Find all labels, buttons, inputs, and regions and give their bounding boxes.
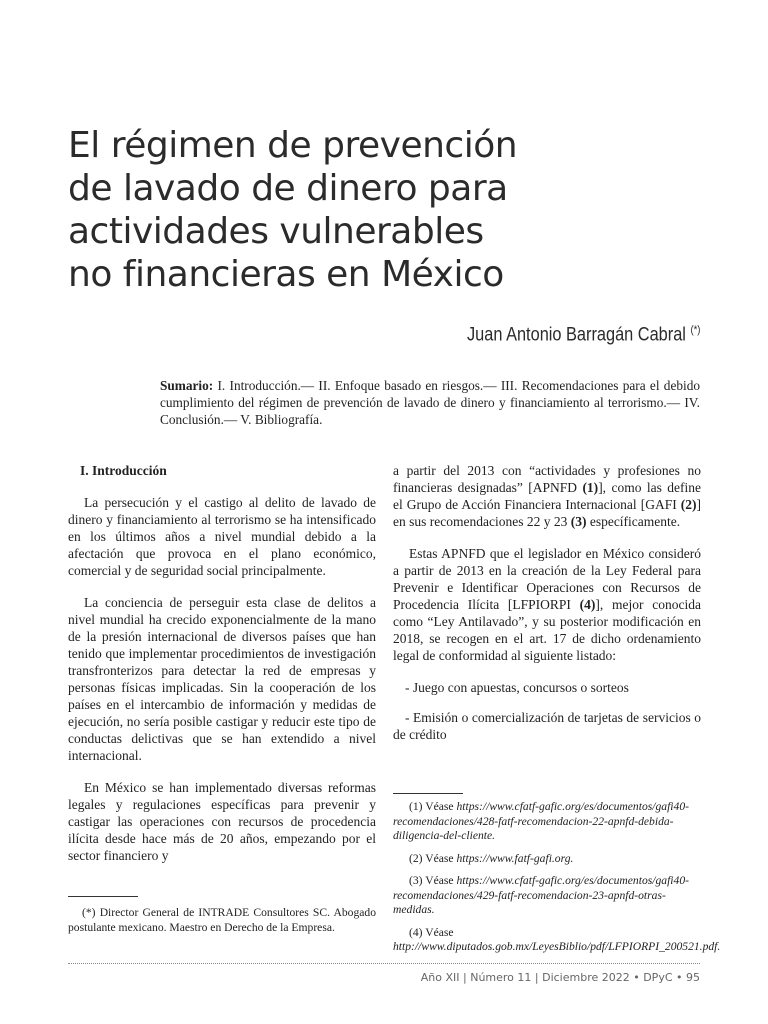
footnote-ref: (3): [570, 514, 587, 529]
author-name: Juan Antonio Barragán Cabral: [466, 324, 686, 346]
paragraph: En México se han implementado diversas reformas legales y regulaciones específicas para prevenir y castigar las operaciones con recursos de procedencia ilícita desde hace más de 20 años, empezando por el sector financiero y: [68, 780, 376, 863]
author-footnote-text: Director General de INTRADE Consultores SC. Abogado postulante mexicano. Maestro en Derecho de la Empresa.: [68, 906, 377, 934]
footnote: (1) Véase https://www.cfatf-gafic.org/es/documentos/gafi40-recomendaciones/428-fatf-recomendacion-22-apnfd-debida-diligencia-del-cliente.: [393, 800, 689, 842]
footer-divider: [68, 963, 700, 964]
footnote: (3) Véase https://www.cfatf-gafic.org/es/documentos/gafi40-recomendaciones/429-fatf-recomendacion-23-apnfd-otras-medidas.: [393, 874, 689, 916]
article-title: [68, 124, 668, 296]
author-footnote-mark: (*): [82, 906, 96, 919]
paragraph: a partir del 2013 con “actividades y profesiones no financieras designadas” [APNFD (1)], como las define el Grupo de Acción Financiera Internacional [GAFI (2)] en sus recomendaciones 22 y 23 (3) específicamente.: [393, 463, 702, 529]
footnote-link[interactable]: https://www.cfatf-gafic.org/es/documentos/gafi40-recomendaciones/429-fatf-recomendacion-23-apnfd-otras-medidas.: [393, 874, 689, 916]
footnote-link[interactable]: https://www.fatf-gafi.org.: [456, 851, 574, 865]
paragraph: La persecución y el castigo al delito de lavado de dinero y financiamiento al terrorismo se ha intensificado en los últimos años a nivel mundial debido a la afectación que provoca en el plano económico, comercial y de seguridad social principalmente.: [68, 495, 376, 578]
author-footnote-mark: (*): [690, 324, 700, 336]
author-line: [467, 324, 700, 346]
footnote: (2) Véase https://www.fatf-gafi.org.: [409, 851, 574, 865]
footnote-rule: [393, 793, 463, 794]
page-footer: Año XII | Número 11 | Diciembre 2022 • DPyC • 95: [420, 971, 700, 984]
section-heading: I. Introducción: [80, 463, 167, 478]
footnote-ref: (1): [582, 480, 599, 495]
title-line: no financieras en México: [68, 254, 504, 295]
footnote: (4) Véase http://www.diputados.gob.mx/LeyesBiblio/pdf/LFPIORPI_200521.pdf.: [393, 925, 721, 953]
title-line: de lavado de dinero para: [68, 168, 508, 209]
list-item: - Emisión o comercialización de tarjetas de servicios o de crédito: [393, 710, 701, 742]
footnotes: [393, 800, 721, 963]
footnote-rule: [68, 896, 138, 897]
summary-label: Sumario:: [160, 378, 214, 393]
footnote-link[interactable]: http://www.diputados.gob.mx/LeyesBiblio/pdf/LFPIORPI_200521.pdf.: [393, 940, 721, 953]
paragraph: Estas APNFD que el legislador en México consideró a partir de 2013 en la creación de la Ley Federal para Prevenir e Identificar Operaciones con Recursos de Procedencia Ilícita [LFPIORPI (4)], mejor conocida como “Ley Antilavado”, y su posterior modificación en 2018, se recogen en el art. 17 de dicho ordenamiento legal de conformidad al siguiente listado:: [393, 546, 701, 663]
title-line: actividades vulnerables: [68, 211, 484, 252]
author-footnote: [68, 906, 376, 935]
summary: [160, 377, 700, 428]
right-column: [393, 462, 701, 743]
paragraph: La conciencia de perseguir esta clase de delitos a nivel mundial ha crecido exponencialmente de la mano de la presión internacional de diversos países que han tenido que implementar procedimientos de investigación transfronterizos para detectar la red de empresas y personas físicas implicadas. Sin la cooperación de los países en el intercambio de información y medidas de ejecución, no sería posible castigar y reducir este tipo de conductas delictivas que se han extendido a nivel internacional.: [68, 595, 376, 763]
footnote-ref: (4): [579, 597, 596, 612]
summary-text: I. Introducción.— II. Enfoque basado en riesgos.— III. Recomendaciones para el debido cumplimiento del régimen de prevención de lavado de dinero y financiamiento al terrorismo.— IV. Conclusión.— V. Bibliografía.: [160, 378, 700, 427]
left-column: [68, 462, 376, 864]
list-item: - Juego con apuestas, concursos o sorteos: [405, 680, 629, 695]
title-line: El régimen de prevención: [68, 125, 518, 166]
footnote-link[interactable]: https://www.cfatf-gafic.org/es/documentos/gafi40-recomendaciones/428-fatf-recomendacion-22-apnfd-debida-diligencia-del-cliente.: [393, 800, 689, 842]
footnote-ref: (2): [680, 497, 697, 512]
